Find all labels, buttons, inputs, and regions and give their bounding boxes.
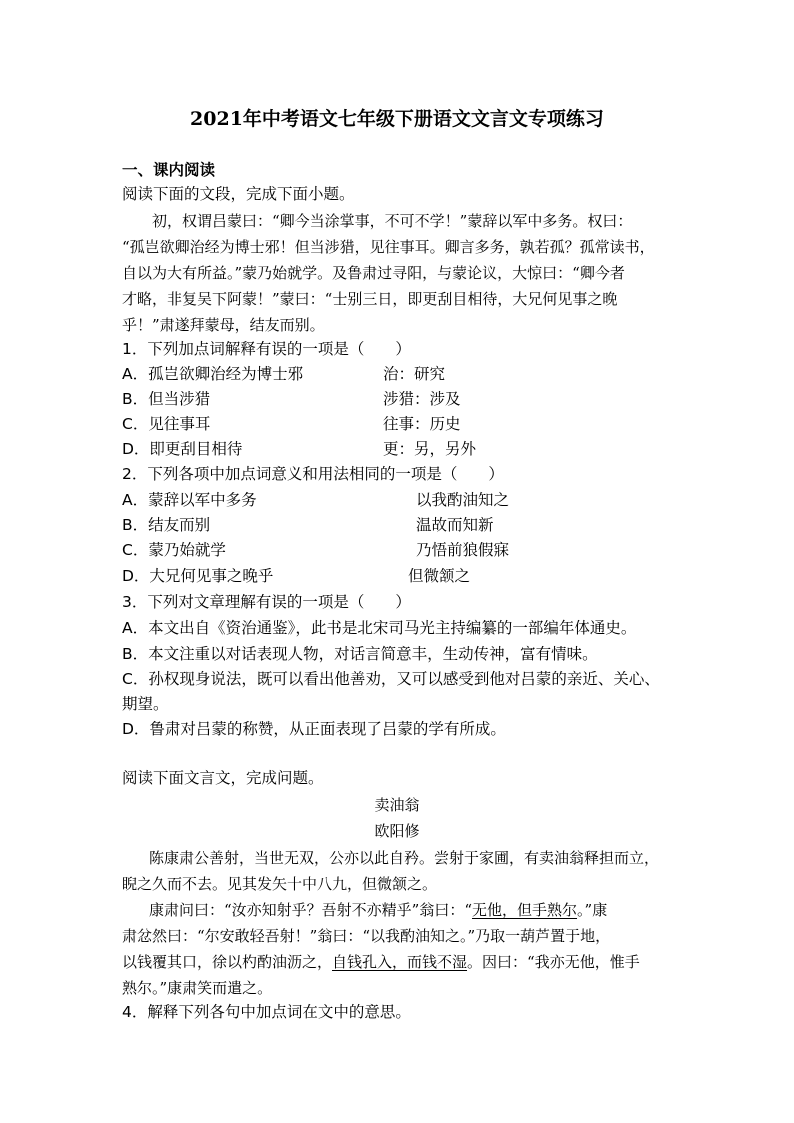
passage-line: “孤岂欲卿治经为博士邪！但当涉猎，见往事耳。卿言多务，孰若孤？孤常读书，: [122, 238, 655, 256]
q2-option-a: A．蒙辞以军中多务: [122, 491, 257, 509]
reading-instruction: 阅读下面的文段，完成下面小题。: [122, 185, 355, 203]
essay-line: [149, 900, 607, 920]
q1-option-a-note: 治：研究: [383, 365, 446, 383]
q3-option-c: C．孙权现身说法，既可以看出他善劝，又可以感受到他对吕蒙的亲近、关心、: [122, 670, 660, 688]
q1-option-d: D．即更刮目相待: [122, 440, 243, 458]
passage-line: 自以为大有所益。”蒙乃始就学。及鲁肃过寻阳，与蒙论议，大惊曰：“卿今者: [122, 264, 625, 282]
q1-option-b: B．但当涉猎: [122, 390, 211, 408]
passage-line: 初，权谓吕蒙曰：“卿今当涂掌事，不可不学！”蒙辞以军中多务。权曰：: [152, 212, 633, 230]
essay-text: 康肃问曰：“汝亦知射乎？吾射不亦精乎”翁曰：“: [149, 901, 473, 919]
q1-option-a: A．孤岂欲卿治经为博士邪: [122, 365, 304, 383]
q3-option-d: D．鲁肃对吕蒙的称赞，从正面表现了吕蒙的学有所成。: [122, 720, 506, 738]
q3-option-a: A．本文出自《资治通鉴》，此书是北宋司马光主持编纂的一部编年体通史。: [122, 619, 637, 637]
essay-text: 。”康: [577, 901, 608, 919]
question-1-stem: 1．下列加点词解释有误的一项是（ ）: [122, 340, 411, 358]
q1-option-c: C．见往事耳: [122, 415, 211, 433]
q2-option-c-note: 乃悟前狼假寐: [416, 541, 510, 559]
section-heading: 一、课内阅读: [122, 161, 216, 179]
q2-option-d-note: 但微颔之: [408, 567, 471, 585]
essay-text: 。因曰：“我亦无他，惟手: [467, 953, 640, 971]
q2-option-b-note: 温故而知新: [416, 516, 494, 534]
q1-option-b-note: 涉猎：涉及: [383, 390, 461, 408]
q3-option-c-cont: 期望。: [122, 695, 169, 713]
q2-option-b: B．结友而别: [122, 516, 211, 534]
underlined-phrase: 自钱孔入，而钱不湿: [332, 953, 468, 971]
essay-line: 睨之久而不去。见其发矢十中八九，但微颔之。: [122, 875, 438, 893]
reading-instruction-2: 阅读下面文言文，完成问题。: [122, 769, 324, 787]
essay-text: 以钱覆其口，徐以杓酌油沥之，: [122, 953, 333, 971]
essay-author: 欧阳修: [374, 822, 420, 840]
essay-line: 肃忿然曰：“尔安敢轻吾射！”翁曰：“以我酌油知之。”乃取一葫芦置于地，: [122, 927, 611, 945]
essay-title: 卖油翁: [374, 796, 420, 814]
q2-option-c: C．蒙乃始就学: [122, 541, 226, 559]
underlined-phrase: 无他，但手熟尔: [472, 901, 578, 919]
essay-line: [122, 952, 640, 972]
essay-line: 熟尔。”康肃笑而遣之。: [122, 979, 273, 997]
q3-option-b: B．本文注重以对话表现人物，对话言简意丰，生动传神，富有情味。: [122, 645, 598, 663]
q2-option-d: D．大兄何见事之晚乎: [122, 567, 274, 585]
q1-option-c-note: 往事：历史: [383, 415, 461, 433]
q1-option-d-note: 更：另，另外: [383, 440, 477, 458]
passage-line: 才略，非复吴下阿蒙！”蒙曰：“士别三日，即更刮目相待，大兄何见事之晚: [122, 290, 618, 308]
question-3-stem: 3．下列对文章理解有误的一项是（ ）: [122, 593, 411, 611]
question-4-stem: 4．解释下列各句中加点词在文中的意思。: [122, 1003, 411, 1021]
q2-option-a-note: 以我酌油知之: [416, 491, 510, 509]
page-title: 2021年中考语文七年级下册语文文言文专项练习: [190, 108, 604, 130]
passage-line: 乎！”肃遂拜蒙母，结友而别。: [122, 316, 325, 334]
question-2-stem: 2．下列各项中加点词意义和用法相同的一项是（ ）: [122, 465, 504, 483]
essay-line: 陈康肃公善射，当世无双，公亦以此自矜。尝射于家圃，有卖油翁释担而立，: [149, 849, 660, 867]
